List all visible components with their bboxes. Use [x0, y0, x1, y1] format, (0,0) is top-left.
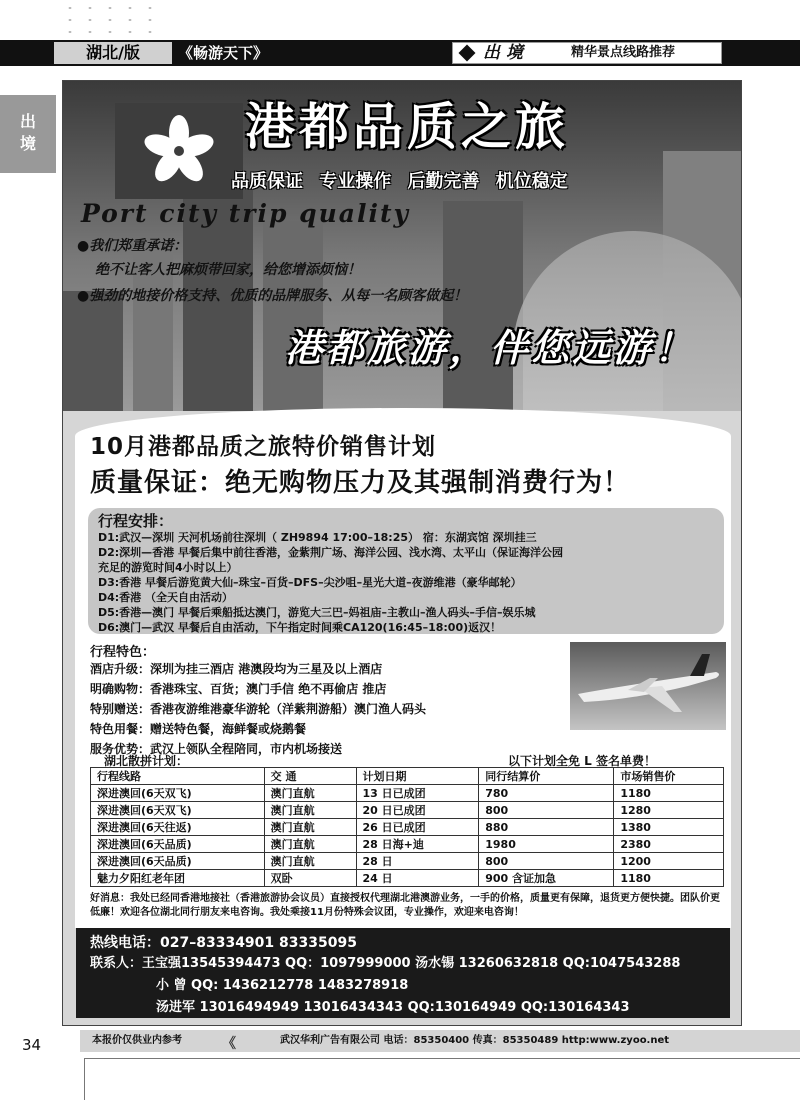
bauhinia-icon [115, 103, 243, 199]
chevron-left-icon: 《 [222, 1036, 236, 1052]
table-cell: 20 日已成团 [356, 802, 479, 819]
table-cell: 双卧 [264, 870, 356, 887]
table-row [91, 819, 724, 836]
table-row [91, 853, 724, 870]
decorative-dots [60, 2, 160, 38]
good-news-text: 好消息：我处已经同香港地接社（香港旅游协会议员）直接授权代理湖北港澳游业务，一手的价格，质量更有保障，退货更方便快捷。团队价更低廉！欢迎各位湖北同行朋友来电咨询。我处乘接11月份特殊会议团，专业操作，欢迎来电咨询！ [90, 893, 720, 918]
feature-item: 特色用餐：赠送特色餐，海鲜餐或烧鹅餐 [90, 722, 307, 736]
divider [84, 1058, 85, 1100]
headline-1: 10月港都品质之旅特价销售计划 [90, 434, 437, 460]
promise-line: 绝不让客人把麻烦带回家，给您增添烦恼！ [95, 262, 361, 278]
itinerary-line: D6:澳门—武汉 早餐后自由活动，下午指定时间乘CA120(16:45–18:00)返汉！ [98, 621, 502, 634]
contact-person-2: 小 曾 QQ: 1436212778 1483278918 [156, 978, 409, 993]
side-tab-char-1: 出 [19, 112, 36, 131]
itinerary-line: D4:香港 （全天自由活动） [98, 591, 234, 604]
bauhinia-flag [115, 103, 243, 199]
table-note: 以下计划全免 L 签名单费！ [508, 754, 657, 768]
promise-line-2: ●强劲的地接价格支持、优质的品牌服务、从每一名顾客做起！ [77, 288, 468, 304]
table-cell: 1200 [614, 853, 724, 870]
contact-box [76, 928, 730, 1018]
itinerary-line: D5:香港—澳门 早餐后乘船抵达澳门，游览大三巴–妈祖庙–主教山–渔人码头–手信–娱乐城 [98, 606, 536, 619]
hero-subtitle: 品质保证 专业操作 后勤完善 机位稳定 [231, 171, 568, 192]
itinerary-line: 充足的游览时间4小时以上） [98, 561, 238, 574]
table-cell: 澳门直航 [264, 819, 356, 836]
table-cell: 1380 [614, 819, 724, 836]
column-title: 《畅游天下》 [178, 44, 269, 62]
features-title: 行程特色： [90, 645, 156, 660]
section-small: 精华景点线路推荐 [571, 45, 676, 60]
side-tab-char-2: 境 [19, 134, 36, 153]
table-cell: 1980 [479, 836, 614, 853]
table-header: 行程线路 [91, 768, 265, 785]
itinerary-box [88, 508, 724, 634]
table-cell: 澳门直航 [264, 836, 356, 853]
table-cell: 魅力夕阳红老年团 [91, 870, 265, 887]
table-header: 同行结算价 [479, 768, 614, 785]
table-cell: 28 日 [356, 853, 479, 870]
table-cell: 深进澳回(6天品质) [91, 836, 265, 853]
table-cell: 800 [479, 802, 614, 819]
airplane-image [570, 642, 726, 730]
table-cell: 880 [479, 819, 614, 836]
table-row [91, 836, 724, 853]
hotline: 热线电话：027–83334901 83335095 [90, 935, 357, 951]
section-label [452, 42, 722, 64]
footer-company: 武汉华利广告有限公司 电话：85350400 传真：85350489 http:www.zyoo.net [280, 1035, 670, 1046]
table-header: 交 通 [264, 768, 356, 785]
table-cell: 深进澳回(6天双飞) [91, 802, 265, 819]
feature-item: 明确购物：香港珠宝、百货；澳门手信 绝不再偷店 推店 [90, 682, 387, 696]
table-cell: 1180 [614, 870, 724, 887]
table-cell: 深进澳回(6天往返) [91, 819, 265, 836]
region-label: 湖北/版 [54, 42, 172, 64]
divider [84, 1058, 800, 1059]
airplane-icon [570, 642, 726, 730]
table-cell: 26 日已成团 [356, 819, 479, 836]
itinerary-title: 行程安排： [98, 512, 174, 530]
table-cell: 深进澳回(6天品质) [91, 853, 265, 870]
diamond-icon [459, 45, 476, 62]
table-row [91, 802, 724, 819]
headline-2: 质量保证：绝无购物压力及其强制消费行为！ [90, 468, 631, 498]
table-caption: 湖北散拼计划： [104, 754, 189, 768]
table-cell: 13 日已成团 [356, 785, 479, 802]
contact-person-1: 联系人：王宝强13545394473 QQ：1097999000 汤水锡 13260632818 QQ:1047543288 [90, 956, 681, 971]
table-cell: 澳门直航 [264, 785, 356, 802]
table-cell: 1280 [614, 802, 724, 819]
table-row [91, 870, 724, 887]
page-number: 34 [22, 1036, 42, 1054]
table-cell: 28 日海+迪 [356, 836, 479, 853]
table-cell: 780 [479, 785, 614, 802]
table-cell: 2380 [614, 836, 724, 853]
table-cell: 深进澳回(6天双飞) [91, 785, 265, 802]
table-cell: 24 日 [356, 870, 479, 887]
price-table [90, 767, 724, 887]
hero-banner [63, 81, 741, 411]
table-cell: 澳门直航 [264, 853, 356, 870]
hero-english-title: Port city trip quality [81, 199, 411, 228]
table-header-row [91, 768, 724, 785]
feature-item: 特别赠送：香港夜游维港豪华游轮（洋紫荆游船）澳门渔人码头 [90, 702, 427, 716]
side-tab [0, 95, 56, 173]
contact-person-3: 汤进军 13016494949 13016434343 QQ:130164949 QQ:130164343 [156, 1000, 630, 1015]
table-cell: 1180 [614, 785, 724, 802]
table-cell: 800 [479, 853, 614, 870]
hero-title: 港都品质之旅 [245, 98, 569, 156]
feature-item: 酒店升级：深圳为挂三酒店 港澳段均为三星及以上酒店 [90, 662, 383, 676]
table-header: 市场销售价 [614, 768, 724, 785]
feature-item: 服务优势：武汉上领队全程陪同，市内机场接送 [90, 742, 343, 756]
table-cell: 900 含证加急 [479, 870, 614, 887]
table-header: 计划日期 [356, 768, 479, 785]
itinerary-line: D3:香港 早餐后游览黄大仙–珠宝–百货–DFS–尖沙咀–星光大道–夜游维港（豪华邮轮） [98, 576, 522, 589]
table-cell: 澳门直航 [264, 802, 356, 819]
footer-disclaimer: 本报价仅供业内参考 [92, 1035, 182, 1046]
itinerary-line: D2:深圳—香港 早餐后集中前往香港，金紫荆广场、海洋公园、浅水湾、太平山（保证海洋公园 [98, 546, 564, 559]
hero-slogan: 港都旅游，伴您远游！ [285, 326, 696, 370]
table-row [91, 785, 724, 802]
itinerary-line: D1:武汉—深圳 天河机场前往深圳（ ZH9894 17:00–18:25） 宿：东湖宾馆 深圳挂三 [98, 531, 537, 544]
footer-bar [80, 1030, 800, 1052]
promise-title: ●我们郑重承诺： [77, 238, 188, 254]
section-big: 出 境 [483, 43, 523, 63]
